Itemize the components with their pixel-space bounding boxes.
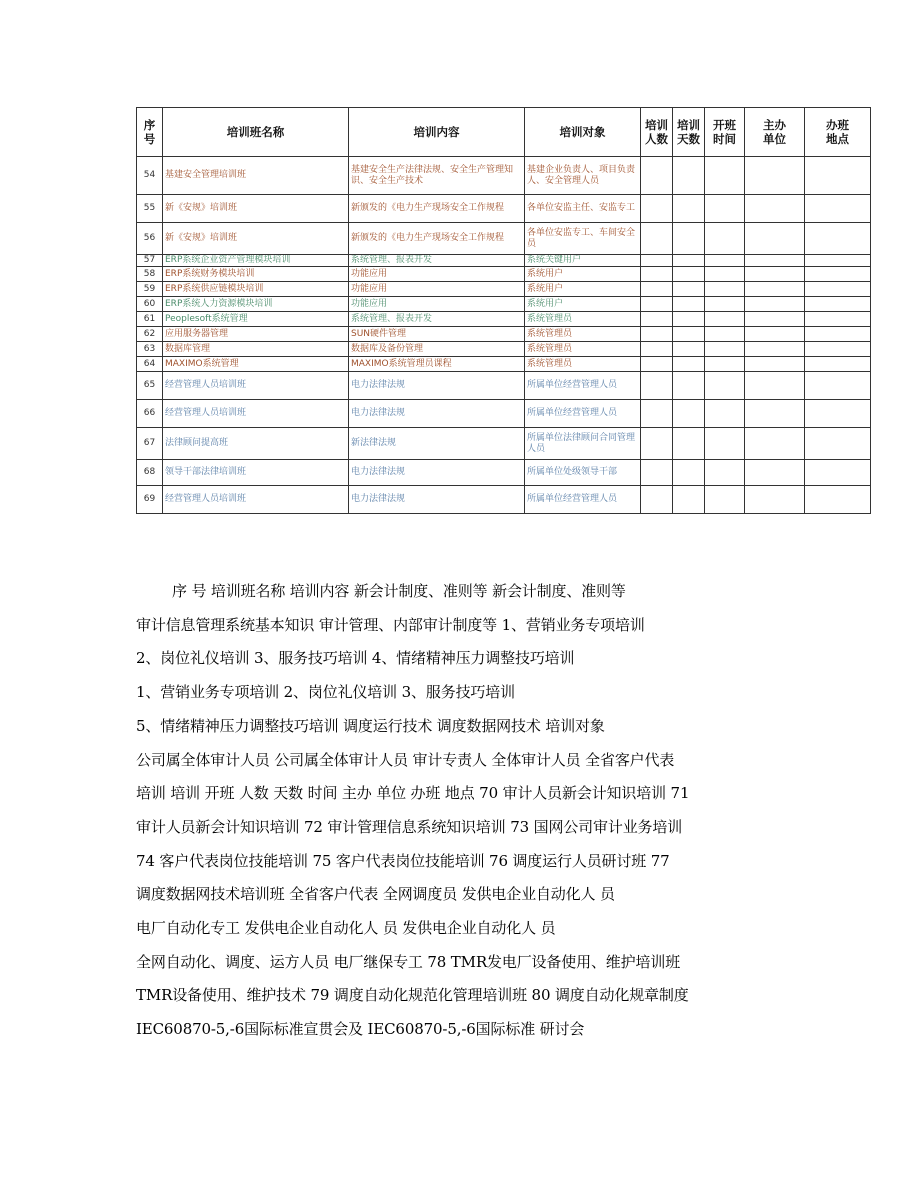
course-name: 新《安规》培训班 bbox=[163, 195, 349, 223]
empty-cell bbox=[641, 400, 673, 428]
empty-cell bbox=[705, 357, 745, 372]
empty-cell bbox=[641, 486, 673, 514]
empty-cell bbox=[745, 157, 805, 195]
course-content: 电力法律法规 bbox=[349, 372, 525, 400]
empty-cell bbox=[641, 357, 673, 372]
course-content: 数据库及备份管理 bbox=[349, 342, 525, 357]
row-number: 59 bbox=[137, 282, 163, 297]
course-name: MAXIMO系统管理 bbox=[163, 357, 349, 372]
row-number: 58 bbox=[137, 267, 163, 282]
empty-cell bbox=[673, 223, 705, 255]
course-content: 基建安全生产法律法规、安全生产管理知识、安全生产技术 bbox=[349, 157, 525, 195]
empty-cell bbox=[705, 342, 745, 357]
empty-cell bbox=[673, 486, 705, 514]
text-line: 全网自动化、调度、运方人员 电厂继保专工 78 TMR发电厂设备使用、维护培训班 bbox=[136, 952, 681, 971]
course-target: 系统关键用户 bbox=[525, 255, 641, 267]
empty-cell bbox=[641, 372, 673, 400]
text-line: 序 号 培训班名称 培训内容 新会计制度、准则等 新会计制度、准则等 bbox=[172, 582, 626, 600]
empty-cell bbox=[745, 195, 805, 223]
text-line: 1、营销业务专项培训 2、岗位礼仪培训 3、服务技巧培训 bbox=[136, 683, 515, 702]
course-content: 电力法律法规 bbox=[349, 400, 525, 428]
text-line: 2、岗位礼仪培训 3、服务技巧培训 4、情绪精神压力调整技巧培训 bbox=[136, 649, 575, 668]
empty-cell bbox=[673, 195, 705, 223]
empty-cell bbox=[745, 486, 805, 514]
course-target: 所属单位处级领导干部 bbox=[525, 460, 641, 486]
table-header-cell: 办班 地点 bbox=[805, 108, 871, 157]
course-target: 所属单位法律顾问合同管理人员 bbox=[525, 428, 641, 460]
text-line: 公司属全体审计人员 公司属全体审计人员 审计专责人 全体审计人员 全省客户代表 bbox=[136, 750, 675, 769]
empty-cell bbox=[705, 486, 745, 514]
empty-cell bbox=[705, 223, 745, 255]
course-content: SUN硬件管理 bbox=[349, 327, 525, 342]
row-number: 56 bbox=[137, 223, 163, 255]
course-name: ERP系统人力资源模块培训 bbox=[163, 297, 349, 312]
empty-cell bbox=[673, 312, 705, 327]
table-row bbox=[137, 255, 871, 267]
table-row bbox=[137, 327, 871, 342]
course-content: MAXIMO系统管理员课程 bbox=[349, 357, 525, 372]
empty-cell bbox=[805, 460, 871, 486]
empty-cell bbox=[641, 267, 673, 282]
empty-cell bbox=[673, 428, 705, 460]
empty-cell bbox=[673, 255, 705, 267]
course-name: 法律顾问提高班 bbox=[163, 428, 349, 460]
text-line: 电厂自动化专工 发供电企业自动化人 员 发供电企业自动化人 员 bbox=[136, 919, 556, 938]
empty-cell bbox=[705, 157, 745, 195]
table-header-cell: 培训对象 bbox=[525, 108, 641, 157]
table-row bbox=[137, 157, 871, 195]
training-table bbox=[136, 107, 871, 514]
row-number: 69 bbox=[137, 486, 163, 514]
course-name: Peoplesoft系统管理 bbox=[163, 312, 349, 327]
empty-cell bbox=[805, 428, 871, 460]
empty-cell bbox=[705, 312, 745, 327]
course-content: 电力法律法规 bbox=[349, 460, 525, 486]
course-target: 系统用户 bbox=[525, 267, 641, 282]
table-row bbox=[137, 357, 871, 372]
empty-cell bbox=[641, 195, 673, 223]
text-line: 5、情绪精神压力调整技巧培训 调度运行技术 调度数据网技术 培训对象 bbox=[136, 716, 605, 735]
empty-cell bbox=[673, 327, 705, 342]
empty-cell bbox=[641, 460, 673, 486]
course-target: 各单位安监主任、安监专工 bbox=[525, 195, 641, 223]
empty-cell bbox=[745, 400, 805, 428]
empty-cell bbox=[673, 357, 705, 372]
empty-cell bbox=[705, 255, 745, 267]
row-number: 63 bbox=[137, 342, 163, 357]
training-table-image bbox=[136, 107, 870, 553]
body-text bbox=[136, 575, 786, 1047]
empty-cell bbox=[805, 400, 871, 428]
course-name: 经营管理人员培训班 bbox=[163, 372, 349, 400]
empty-cell bbox=[745, 357, 805, 372]
empty-cell bbox=[805, 297, 871, 312]
row-number: 64 bbox=[137, 357, 163, 372]
course-name: 经营管理人员培训班 bbox=[163, 486, 349, 514]
table-row bbox=[137, 460, 871, 486]
empty-cell bbox=[745, 372, 805, 400]
course-target: 系统管理员 bbox=[525, 357, 641, 372]
table-header-row bbox=[137, 108, 871, 157]
empty-cell bbox=[705, 267, 745, 282]
empty-cell bbox=[641, 312, 673, 327]
text-line: 审计人员新会计知识培训 72 审计管理信息系统知识培训 73 国网公司审计业务培训 bbox=[136, 817, 683, 836]
empty-cell bbox=[673, 267, 705, 282]
empty-cell bbox=[745, 312, 805, 327]
course-name: ERP系统供应链模块培训 bbox=[163, 282, 349, 297]
row-number: 65 bbox=[137, 372, 163, 400]
empty-cell bbox=[805, 195, 871, 223]
empty-cell bbox=[745, 267, 805, 282]
empty-cell bbox=[745, 297, 805, 312]
table-row bbox=[137, 486, 871, 514]
table-header-cell: 培训 人数 bbox=[641, 108, 673, 157]
table-row bbox=[137, 400, 871, 428]
row-number: 68 bbox=[137, 460, 163, 486]
course-content: 新法律法规 bbox=[349, 428, 525, 460]
table-row bbox=[137, 195, 871, 223]
course-target: 所属单位经营管理人员 bbox=[525, 372, 641, 400]
row-number: 57 bbox=[137, 255, 163, 267]
empty-cell bbox=[805, 312, 871, 327]
empty-cell bbox=[673, 157, 705, 195]
empty-cell bbox=[673, 297, 705, 312]
empty-cell bbox=[745, 282, 805, 297]
course-name: ERP系统财务模块培训 bbox=[163, 267, 349, 282]
course-name: 新《安规》培训班 bbox=[163, 223, 349, 255]
empty-cell bbox=[805, 267, 871, 282]
course-target: 系统管理员 bbox=[525, 342, 641, 357]
course-target: 系统用户 bbox=[525, 282, 641, 297]
course-target: 系统管理员 bbox=[525, 312, 641, 327]
empty-cell bbox=[705, 327, 745, 342]
empty-cell bbox=[705, 195, 745, 223]
course-content: 电力法律法规 bbox=[349, 486, 525, 514]
table-header-cell: 主办 单位 bbox=[745, 108, 805, 157]
empty-cell bbox=[805, 223, 871, 255]
text-line: TMR设备使用、维护技术 79 调度自动化规范化管理培训班 80 调度自动化规章制度 bbox=[136, 986, 689, 1005]
course-target: 所属单位经营管理人员 bbox=[525, 486, 641, 514]
row-number: 61 bbox=[137, 312, 163, 327]
row-number: 55 bbox=[137, 195, 163, 223]
empty-cell bbox=[805, 157, 871, 195]
empty-cell bbox=[641, 327, 673, 342]
empty-cell bbox=[673, 342, 705, 357]
text-line: IEC60870-5,-6国际标准宣贯会及 IEC60870-5,-6国际标准 研讨会 bbox=[136, 1020, 585, 1039]
empty-cell bbox=[805, 342, 871, 357]
course-target: 所属单位经营管理人员 bbox=[525, 400, 641, 428]
table-header-cell: 培训内容 bbox=[349, 108, 525, 157]
table-body bbox=[137, 157, 871, 514]
empty-cell bbox=[805, 255, 871, 267]
row-number: 60 bbox=[137, 297, 163, 312]
text-line: 74 客户代表岗位技能培训 75 客户代表岗位技能培训 76 调度运行人员研讨班 77 bbox=[136, 851, 670, 870]
table-row bbox=[137, 428, 871, 460]
empty-cell bbox=[705, 428, 745, 460]
table-header-cell: 培训 天数 bbox=[673, 108, 705, 157]
empty-cell bbox=[705, 282, 745, 297]
text-line: 审计信息管理系统基本知识 审计管理、内部审计制度等 1、营销业务专项培训 bbox=[136, 615, 645, 634]
table-row bbox=[137, 297, 871, 312]
empty-cell bbox=[673, 282, 705, 297]
empty-cell bbox=[641, 223, 673, 255]
course-content: 功能应用 bbox=[349, 267, 525, 282]
course-target: 系统管理员 bbox=[525, 327, 641, 342]
table-row bbox=[137, 267, 871, 282]
table-header-cell: 序 号 bbox=[137, 108, 163, 157]
empty-cell bbox=[673, 372, 705, 400]
row-number: 54 bbox=[137, 157, 163, 195]
empty-cell bbox=[641, 428, 673, 460]
empty-cell bbox=[805, 372, 871, 400]
empty-cell bbox=[705, 460, 745, 486]
empty-cell bbox=[805, 327, 871, 342]
course-content: 系统管理、报表开发 bbox=[349, 312, 525, 327]
row-number: 62 bbox=[137, 327, 163, 342]
course-content: 新颁发的《电力生产现场安全工作规程 bbox=[349, 195, 525, 223]
empty-cell bbox=[641, 282, 673, 297]
course-target: 各单位安监专工、车间安全员 bbox=[525, 223, 641, 255]
course-content: 新颁发的《电力生产现场安全工作规程 bbox=[349, 223, 525, 255]
course-name: 经营管理人员培训班 bbox=[163, 400, 349, 428]
course-content: 系统管理、报表开发 bbox=[349, 255, 525, 267]
text-line: 调度数据网技术培训班 全省客户代表 全网调度员 发供电企业自动化人 员 bbox=[136, 885, 615, 904]
table-row bbox=[137, 312, 871, 327]
row-number: 67 bbox=[137, 428, 163, 460]
course-name: ERP系统企业资产管理模块培训 bbox=[163, 255, 349, 267]
course-name: 领导干部法律培训班 bbox=[163, 460, 349, 486]
table-row bbox=[137, 372, 871, 400]
empty-cell bbox=[705, 400, 745, 428]
empty-cell bbox=[673, 460, 705, 486]
course-name: 基建安全管理培训班 bbox=[163, 157, 349, 195]
empty-cell bbox=[745, 428, 805, 460]
text-line: 培训 培训 开班 人数 天数 时间 主办 单位 办班 地点 70 审计人员新会计知识培训 71 bbox=[136, 784, 690, 803]
table-header-cell: 开班 时间 bbox=[705, 108, 745, 157]
course-content: 功能应用 bbox=[349, 282, 525, 297]
empty-cell bbox=[673, 400, 705, 428]
empty-cell bbox=[745, 223, 805, 255]
empty-cell bbox=[745, 342, 805, 357]
course-name: 应用服务器管理 bbox=[163, 327, 349, 342]
table-header-cell: 培训班名称 bbox=[163, 108, 349, 157]
course-target: 基建企业负责人、项目负责人、安全管理人员 bbox=[525, 157, 641, 195]
table-row bbox=[137, 282, 871, 297]
empty-cell bbox=[641, 297, 673, 312]
empty-cell bbox=[641, 255, 673, 267]
empty-cell bbox=[641, 342, 673, 357]
table-row bbox=[137, 223, 871, 255]
empty-cell bbox=[745, 255, 805, 267]
row-number: 66 bbox=[137, 400, 163, 428]
table-row bbox=[137, 342, 871, 357]
empty-cell bbox=[705, 372, 745, 400]
course-content: 功能应用 bbox=[349, 297, 525, 312]
course-name: 数据库管理 bbox=[163, 342, 349, 357]
course-target: 系统用户 bbox=[525, 297, 641, 312]
empty-cell bbox=[805, 357, 871, 372]
empty-cell bbox=[705, 297, 745, 312]
empty-cell bbox=[745, 460, 805, 486]
empty-cell bbox=[805, 282, 871, 297]
empty-cell bbox=[641, 157, 673, 195]
empty-cell bbox=[805, 486, 871, 514]
empty-cell bbox=[745, 327, 805, 342]
